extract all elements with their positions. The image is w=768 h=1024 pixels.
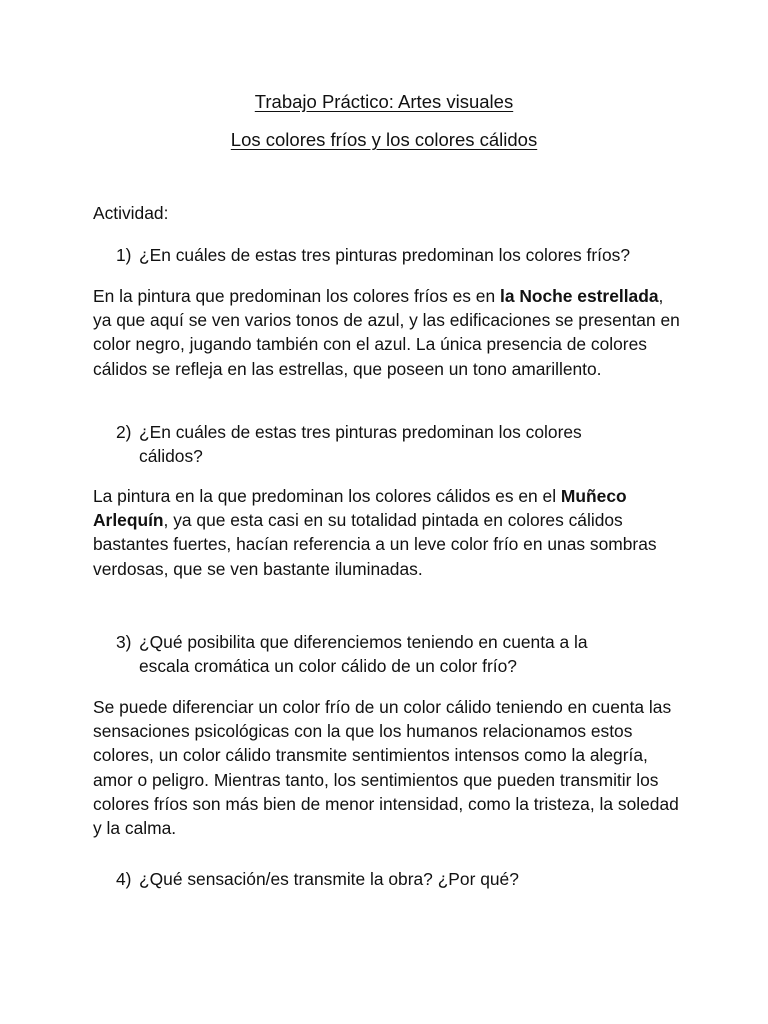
question-3 bbox=[116, 630, 636, 678]
question-number: 1) bbox=[116, 245, 132, 265]
question-number: 3) bbox=[116, 632, 132, 652]
answer-text: Se puede diferenciar un color frío de un color cálido teniendo en cuenta las sensaciones psicológicas con la que los humanos relacionamos estos colores, un color cálido transmite sentimientos intensos como la alegría, amor o peligro. Mientras tanto, los sentimientos que pueden transmitir los colores fríos son más bien de menor intensidad, como la tristeza, la soledad y la calma. bbox=[93, 697, 679, 839]
answer-text: En la pintura que predominan los colores fríos es en bbox=[93, 286, 500, 306]
question-number: 4) bbox=[116, 869, 132, 889]
answer-2 bbox=[93, 484, 683, 581]
answer-bold-text: la Noche estrellada bbox=[499, 286, 659, 306]
answer-3 bbox=[93, 695, 683, 840]
answer-1 bbox=[93, 284, 683, 381]
document-title: Trabajo Práctico: Artes visuales bbox=[254, 91, 514, 112]
answer-bold-text: Muñeco Arlequín bbox=[93, 486, 627, 531]
answer-text: , ya que esta casi en su totalidad pintada en colores cálidos bastantes fuertes, hacían referencia a un leve color frío en unas sombras verdosas, que se ven bastante iluminadas. bbox=[93, 510, 657, 579]
question-number: 2) bbox=[116, 422, 132, 442]
question-4 bbox=[116, 867, 636, 891]
question-text: ¿En cuáles de estas tres pinturas predominan los colores fríos? bbox=[139, 245, 631, 265]
question-1 bbox=[116, 243, 636, 267]
question-2 bbox=[116, 420, 636, 468]
document-subtitle: Los colores fríos y los colores cálidos bbox=[230, 129, 538, 150]
question-text: ¿En cuáles de estas tres pinturas predominan los colores cálidos? bbox=[139, 422, 582, 467]
question-text: ¿Qué posibilita que diferenciemos teniendo en cuenta a la escala cromática un color cálido de un color frío? bbox=[139, 632, 588, 677]
activity-label: Actividad: bbox=[93, 203, 169, 223]
answer-text: La pintura en la que predominan los colores cálidos es en el bbox=[93, 486, 561, 506]
answer-text: , ya que aquí se ven varios tonos de azul, y las edificaciones se presentan en color negro, jugando también con el azul. La única presencia de colores cálidos se refleja en las estrellas, que poseen un tono amarillento. bbox=[93, 286, 680, 379]
question-text: ¿Qué sensación/es transmite la obra? ¿Por qué? bbox=[139, 869, 519, 889]
